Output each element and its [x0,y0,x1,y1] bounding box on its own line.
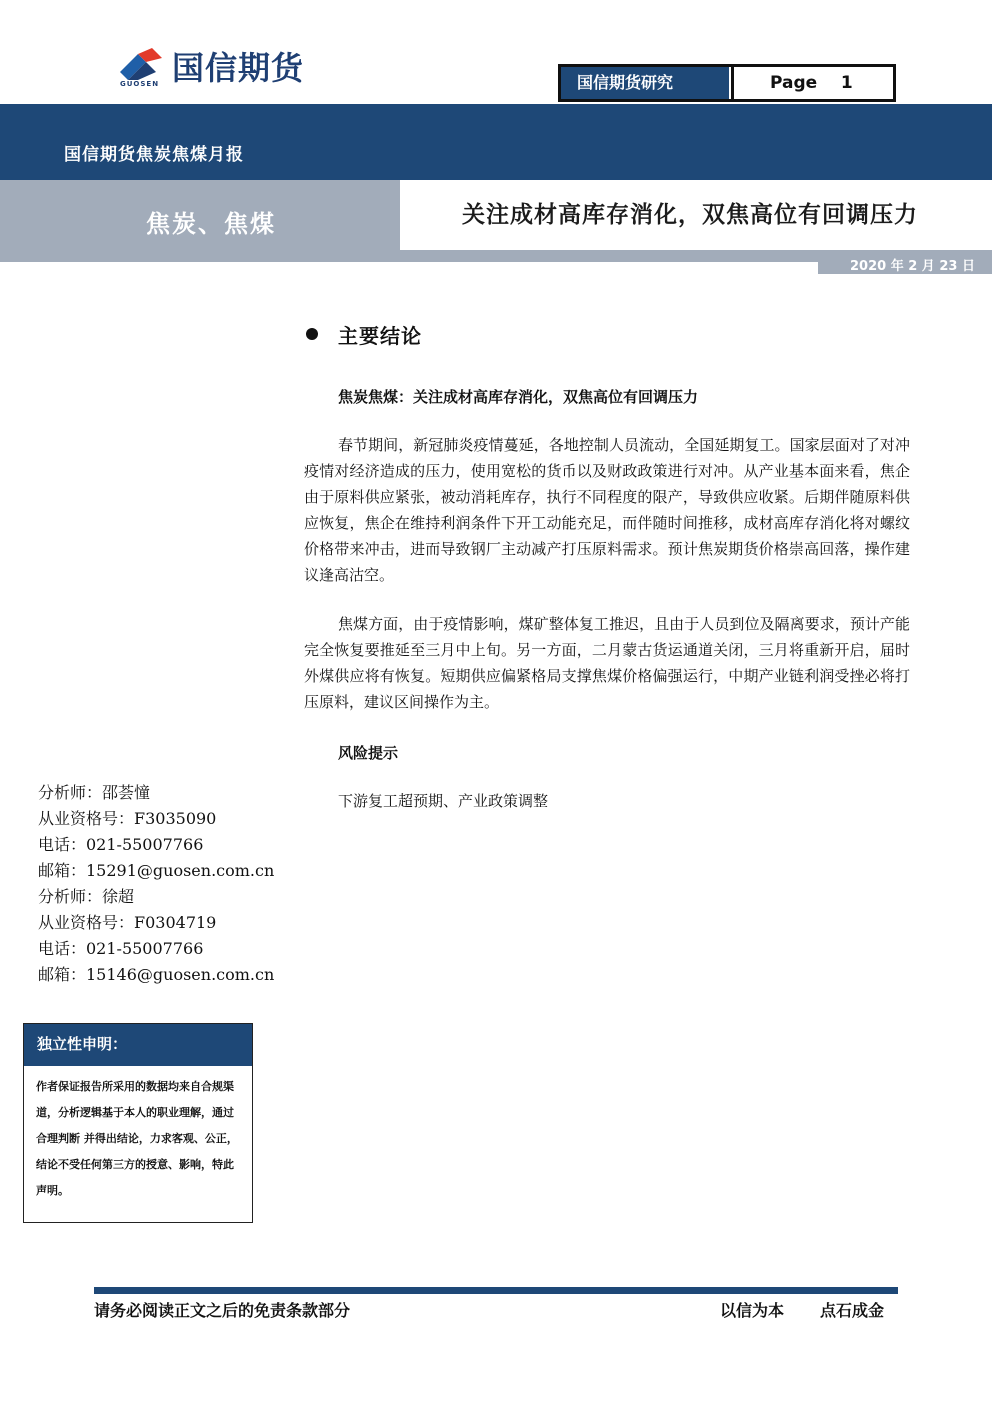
analyst-phone: 电话：021-55007766 [38,835,204,854]
report-category: 焦炭、焦煤 [146,209,276,238]
analyst-info [38,780,298,988]
bullet-icon [306,328,318,340]
main-heading: 主要结论 [338,324,422,348]
research-label: 国信期货研究 [561,67,729,99]
report-date: 2020 年 2 月 23 日 [850,259,975,274]
footer-slogan [720,1298,884,1321]
analyst-license: 从业资格号：F0304719 [38,913,217,932]
paragraph-coking-coal: 焦煤方面，由于疫情影响，煤矿整体复工推迟，且由于人员到位及隔离要求，预计产能完全恢复要推延至三月中上旬。另一方面，二月蒙古货运通道关闭，三月将重新开启，届时外煤供应将有恢复。短期供应偏紧格局支撑焦煤价格偏强运行，中期产业链利润受挫必将打压原料，建议区间操作为主。 [304,615,910,711]
footer-rule [94,1287,898,1294]
page-number: 1 [840,73,853,93]
page-indicator [731,67,893,99]
risk-text: 下游复工超预期、产业政策调整 [338,792,549,810]
analyst-license: 从业资格号：F3035090 [38,809,217,828]
declaration-body: 作者保证报告所采用的数据均来自合规渠道，分析逻辑基于本人的职业理解，通过合理判断 并得出结论，力求客观、公正，结论不受任何第三方的授意、影响，特此声明。 [36,1080,238,1197]
analyst-name: 分析师：邵荟憧 [38,783,151,802]
analyst-email: 邮箱：15146@guosen.com.cn [38,965,275,984]
paragraph-coke: 春节期间，新冠肺炎疫情蔓延，各地控制人员流动，全国延期复工。国家层面对了对冲疫情对经济造成的压力，使用宽松的货币以及财政政策进行对冲。从产业基本面来看，焦企由于原料供应紧张，被动消耗库存，执行不同程度的限产，导致供应收紧。后期伴随原料供应恢复，焦企在维持利润条件下开工动能充足，而伴随时间推移，成材高库存消化将对螺纹价格带来冲击，进而导致钢厂主动减产打压原料需求。预计焦炭期货价格崇高回落，操作建议逢高沽空。 [304,436,910,584]
header-box [558,64,896,102]
logo-chinese-name: 国信期货 [172,49,305,87]
slogan-1: 以信为本 [720,1301,785,1320]
footer-disclaimer-note: 请务必阅读正文之后的免责条款部分 [94,1301,351,1320]
declaration-title: 独立性申明： [24,1024,252,1066]
sub-heading: 焦炭焦煤：关注成材高库存消化，双焦高位有回调压力 [338,388,699,406]
report-headline: 关注成材高库存消化，双焦高位有回调压力 [462,201,918,228]
category-band-bottom [0,252,400,262]
report-title: 国信期货焦炭焦煤月报 [64,145,244,165]
analyst-email: 邮箱：15291@guosen.com.cn [38,861,275,880]
independence-declaration [23,1023,253,1223]
logo-english-name: GUOSEN [120,80,160,88]
analyst-name: 分析师：徐超 [38,887,135,906]
slogan-2: 点石成金 [820,1301,885,1320]
risk-heading: 风险提示 [338,744,399,762]
analyst-phone: 电话：021-55007766 [38,939,204,958]
page-label: Page [770,73,818,93]
company-logo [116,46,356,94]
